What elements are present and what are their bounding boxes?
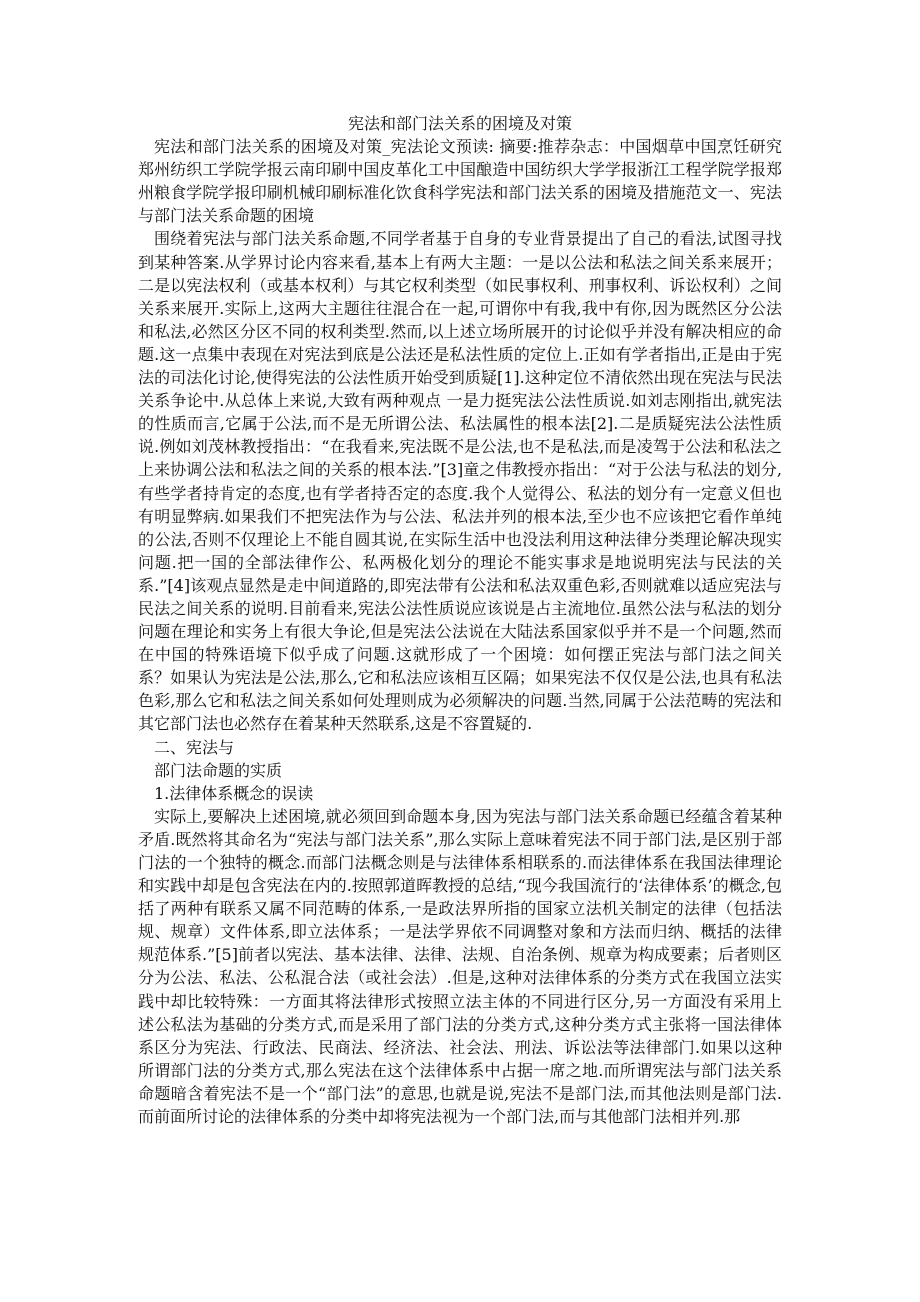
subsection-heading-1: 1.法律体系概念的误读 bbox=[154, 783, 314, 803]
section-heading-2a: 二、宪法与 bbox=[154, 737, 235, 757]
document-title: 宪法和部门法关系的困境及对策 bbox=[347, 114, 572, 133]
body-paragraph-1: 围绕着宪法与部门法关系命题,不同学者基于自身的专业背景提出了自己的看法,试图寻找到某种答案.从学界讨论内容来看,基本上有两大主题：一是以公法和私法之间关系来展开；二是以宪法权利（或基本权利）与其它权利类型（如民事权利、刑事权利、诉讼权利）之间关系来展开.实际上,这两大主题往往混合在一起,可谓你中有我,我中有你,因为既然区分公法和私法,必然区分区不同的权利类型.然而,以上述立场所展开的讨论似乎并没有解决相应的命题.这一点集中表现在对宪法到底是公法还是私法性质的定位上.正如有学者指出,正是由于宪法的司法化讨论,使得宪法的公法性质开始受到质疑[1].这种定位不清依然出现在宪法与民法关系争论中.从总体上来说,大致有两种观点 一是力挺宪法公法性质说.如刘志刚指出,就宪法的性质而言,它属于公法,而不是无所谓公法、私法属性的根本法[2].二是质疑宪法公法性质说.例如刘茂林教授指出：“在我看来,宪法既不是公法,也不是私法,而是凌驾于公法和私法之上来协调公法和私法之间的关系的根本法.”[3]童之伟教授亦指出：“对于公法与私法的划分,有些学者持肯定的态度,也有学者持否定的态度.我个人觉得公、私法的划分有一定意义但也有明显弊病.如果我们不把宪法作为与公法、私法并列的根本法,至少也不应该把它看作单纯的公法,否则不仅理论上不能自圆其说,在实际生活中也没法利用这种法律分类理论解决现实问题.把一国的全部法律作公、私两极化划分的理论不能实事求是地说明宪法与民法的关系.”[4]该观点显然是走中间道路的,即宪法带有公法和私法双重色彩,否则就难以适应宪法与民法之间关系的说明.目前看来,宪法公法性质说应该说是占主流地位.虽然公法与私法的划分问题在理论和实务上有很大争论,但是宪法公法说在大陆法系国家似乎并不是一个问题,然而在中国的特殊语境下似乎成了问题.这就形成了一个困境：如何摆正宪法与部门法之间关系？如果认为宪法是公法,那么,它和私法应该相互区隔；如果宪法不仅仅是公法,也具有私法色彩,那么它和私法之间关系如何处理则成为必须解决的问题.当然,同属于公法范畴的宪法和其它部门法也必然存在着某种天然联系,这是不容置疑的. bbox=[138, 229, 782, 734]
body-paragraph-2: 实际上,要解决上述困境,就必须回到命题本身,因为宪法与部门法关系命题已经蕴含着某种矛盾.既然将其命名为“宪法与部门法关系”,那么实际上意味着宪法不同于部门法,是区别于部门法的一个独特的概念.而部门法概念则是与法律体系相联系的.而法律体系在我国法律理论和实践中却是包含宪法在内的.按照郭道晖教授的总结,“现今我国流行的‘法律体系’的概念,包括了两种有联系又属不同范畴的体系,一是政法界所指的国家立法机关制定的法律（包括法规、规章）文件体系,即立法体系；一是法学界依不同调整对象和方法而归纳、概括的法律规范体系.”[5]前者以宪法、基本法律、法律、法规、自治条例、规章为构成要素；后者则区分为公法、私法、公私混合法（或社会法）.但是,这种对法律体系的分类方式在我国立法实践中却比较特殊：一方面其将法律形式按照立法主体的不同进行区分,另一方面没有采用上述公私法为基础的分类方式,而是采用了部门法的分类方式,这种分类方式主张将一国法律体系区分为宪法、行政法、民商法、经济法、社会法、刑法、诉讼法等法律部门.如果以这种所谓部门法的分类方式,那么宪法在这个法律体系中占据一席之地.而所谓宪法与部门法关系命题暗含着宪法不是一个“部门法”的意思,也就是说,宪法不是部门法,而其他法则是部门法.而前面所讨论的法律体系的分类中却将宪法视为一个部门法,而与其他部门法相并列.那 bbox=[138, 806, 782, 1127]
intro-paragraph: 宪法和部门法关系的困境及对策_宪法论文预读: 摘要:推荐杂志：中国烟草中国烹饪研究郑州纺织工学院学报云南印刷中国皮革化工中国酿造中国纺织大学学报浙江工程学院学报郑州粮食学院学报印刷机械印刷标准化饮食科学宪法和部门法关系的困境及措施范文一、宪法与部门法关系命题的困境 bbox=[138, 137, 782, 226]
section-heading-2b: 部门法命题的实质 bbox=[154, 760, 283, 780]
document-page bbox=[138, 112, 782, 1128]
